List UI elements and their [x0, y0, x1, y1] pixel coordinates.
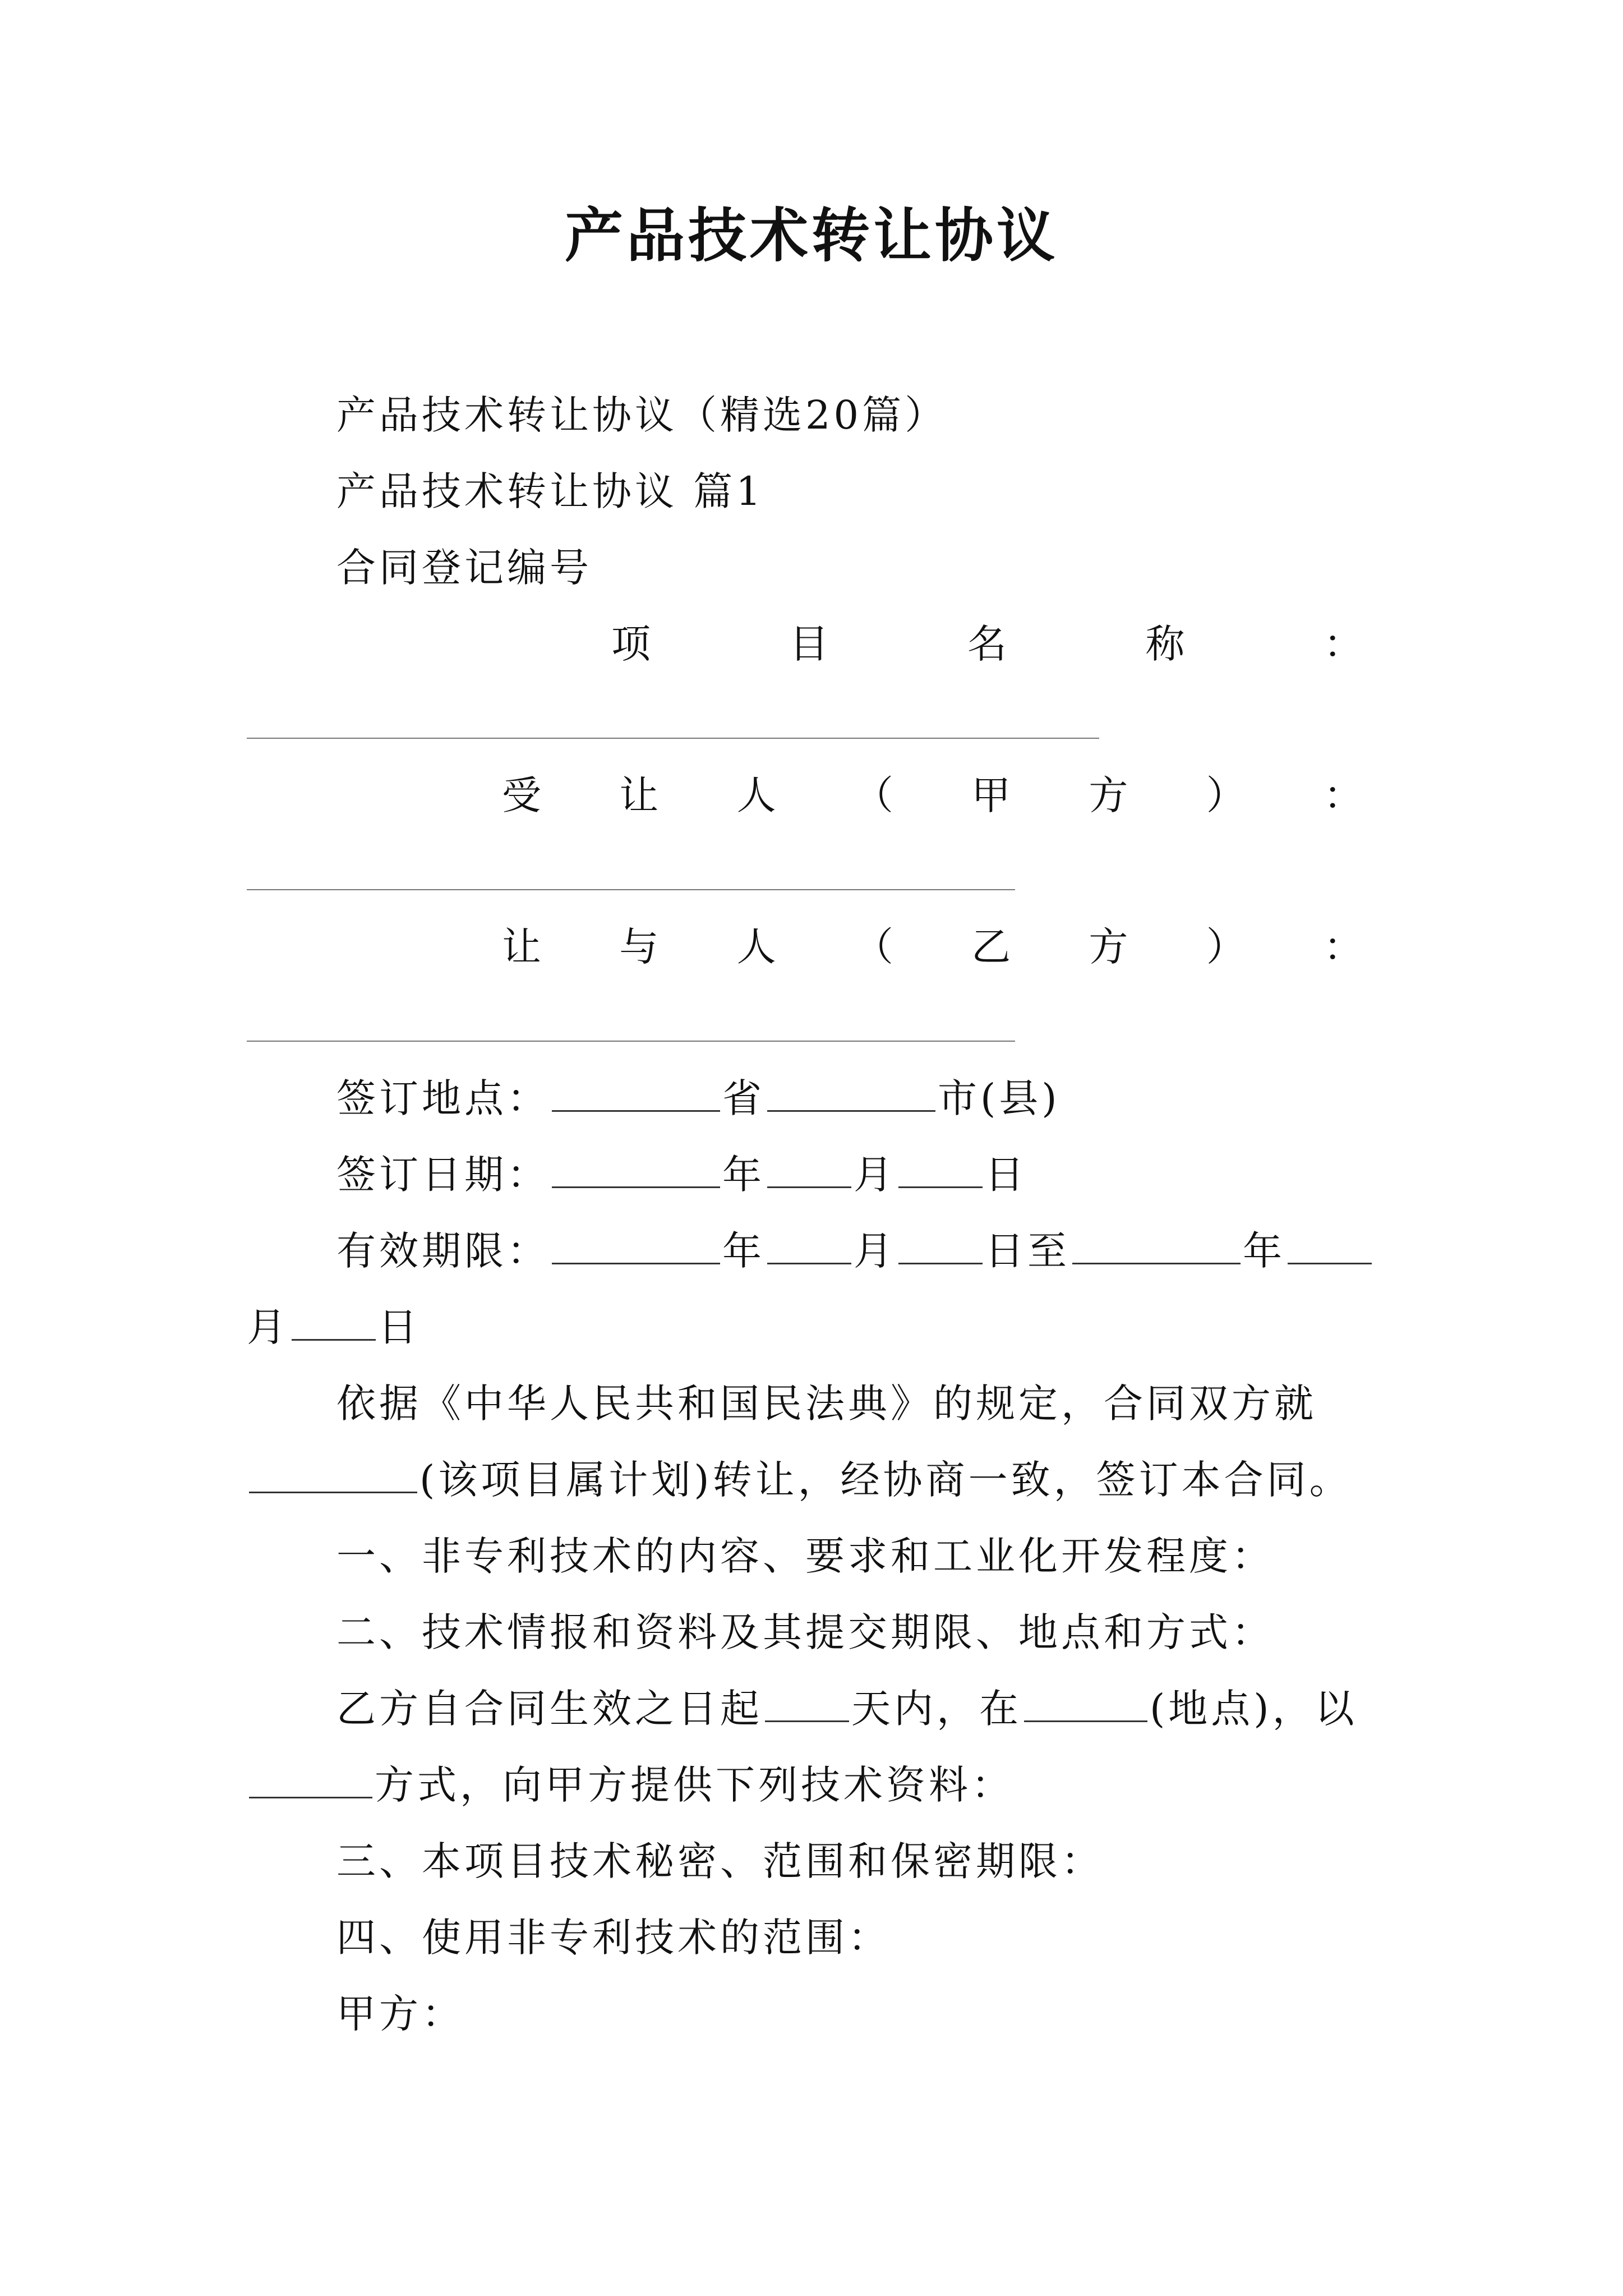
assignee-blank [247, 889, 1015, 890]
clause-4: 四、使用非专利技术的范围： [336, 1915, 891, 1961]
project-name-char: 目 [789, 621, 829, 667]
validity-label: 有效期限： [336, 1228, 550, 1274]
basis-line-2 [247, 1452, 1352, 1508]
validity-line-continued [247, 1299, 421, 1355]
assignee-char: 让 [619, 772, 659, 818]
validity-year-text: 年 [722, 1228, 765, 1274]
section-heading: 产品技术转让协议 篇1 [336, 468, 764, 514]
province-text: 省 [722, 1075, 765, 1121]
province-blank [552, 1071, 720, 1112]
document-title: 产品技术转让协议 [564, 201, 1058, 270]
city-text: 市(县) [938, 1075, 1061, 1121]
registration-number-label: 合同登记编号 [336, 545, 592, 591]
assignor-char: 让 [502, 924, 541, 970]
plan-name-blank [249, 1452, 417, 1493]
clause-2: 二、技术情报和资料及其提交期限、地点和方式： [336, 1609, 1274, 1655]
validity-line [336, 1223, 1374, 1279]
assignor-char: （ [854, 924, 893, 970]
project-name-char: ： [1324, 621, 1363, 667]
sign-date-line [336, 1147, 1027, 1203]
validity-day2-text: 日 [378, 1304, 421, 1350]
assignee-char: （ [854, 772, 893, 818]
assignee-label [502, 767, 1363, 823]
assignee-char: 甲 [971, 772, 1011, 818]
project-name-char: 名 [967, 621, 1007, 667]
assignor-char: 方 [1089, 924, 1128, 970]
validity-day-blank [898, 1223, 983, 1264]
assignor-char: 乙 [971, 924, 1011, 970]
validity-month2-blank-start [1288, 1223, 1372, 1264]
clause-3: 三、本项目技术秘密、范围和保密期限： [336, 1838, 1104, 1884]
validity-day-to-text: 日至 [985, 1228, 1070, 1274]
assignor-char: 与 [619, 924, 659, 970]
validity-year2-blank [1072, 1223, 1241, 1264]
year-text: 年 [722, 1152, 765, 1198]
party-a-label: 甲方： [336, 1991, 464, 2037]
sign-date-label: 签订日期： [336, 1152, 550, 1198]
location-blank [1024, 1681, 1147, 1722]
validity-year-blank [552, 1223, 720, 1264]
document-subtitle: 产品技术转让协议（精选20篇） [336, 392, 948, 438]
year-blank [552, 1147, 720, 1188]
assignor-char: ： [1323, 924, 1363, 970]
project-name-label [611, 616, 1363, 672]
day-blank [898, 1147, 983, 1188]
month-text: 月 [854, 1152, 896, 1198]
assignor-blank [247, 1041, 1015, 1042]
delivery-part-2: 天内，在 [851, 1686, 1022, 1732]
sign-place-line [336, 1070, 1061, 1126]
city-blank [767, 1071, 935, 1112]
validity-year2-text: 年 [1243, 1228, 1285, 1274]
assignee-char: 人 [736, 772, 776, 818]
assignor-label [502, 919, 1363, 975]
basis-line-2-text: (该项目属计划)转让，经协商一致，签订本合同。 [419, 1457, 1352, 1503]
month-blank [767, 1147, 851, 1188]
assignor-char: ） [1206, 924, 1246, 970]
clause-1: 一、非专利技术的内容、要求和工业化开发程度： [336, 1533, 1274, 1579]
project-name-char: 称 [1145, 621, 1185, 667]
validity-month-text: 月 [854, 1228, 896, 1274]
validity-month-blank [767, 1223, 851, 1264]
basis-line-1: 依据《中华人民共和国民法典》的规定，合同双方就 [336, 1381, 1317, 1427]
assignor-char: 人 [736, 924, 776, 970]
delivery-part-1: 乙方自合同生效之日起 [336, 1686, 763, 1732]
delivery-part-3: (地点)，以 [1150, 1686, 1358, 1732]
delivery-line-2 [247, 1757, 1014, 1813]
method-blank [249, 1757, 372, 1798]
sign-place-label: 签订地点： [336, 1075, 550, 1121]
validity-day2-blank [292, 1300, 376, 1341]
assignee-char: 方 [1089, 772, 1128, 818]
days-blank [765, 1681, 849, 1722]
validity-month2-text: 月 [247, 1304, 289, 1350]
delivery-part-4: 方式，向甲方提供下列技术资料： [375, 1762, 1014, 1808]
assignee-char: ： [1323, 772, 1363, 818]
day-text: 日 [985, 1152, 1027, 1198]
project-name-char: 项 [611, 621, 651, 667]
assignee-char: ） [1206, 772, 1246, 818]
assignee-char: 受 [502, 772, 541, 818]
project-name-blank [247, 738, 1099, 739]
delivery-line-1 [336, 1681, 1358, 1737]
